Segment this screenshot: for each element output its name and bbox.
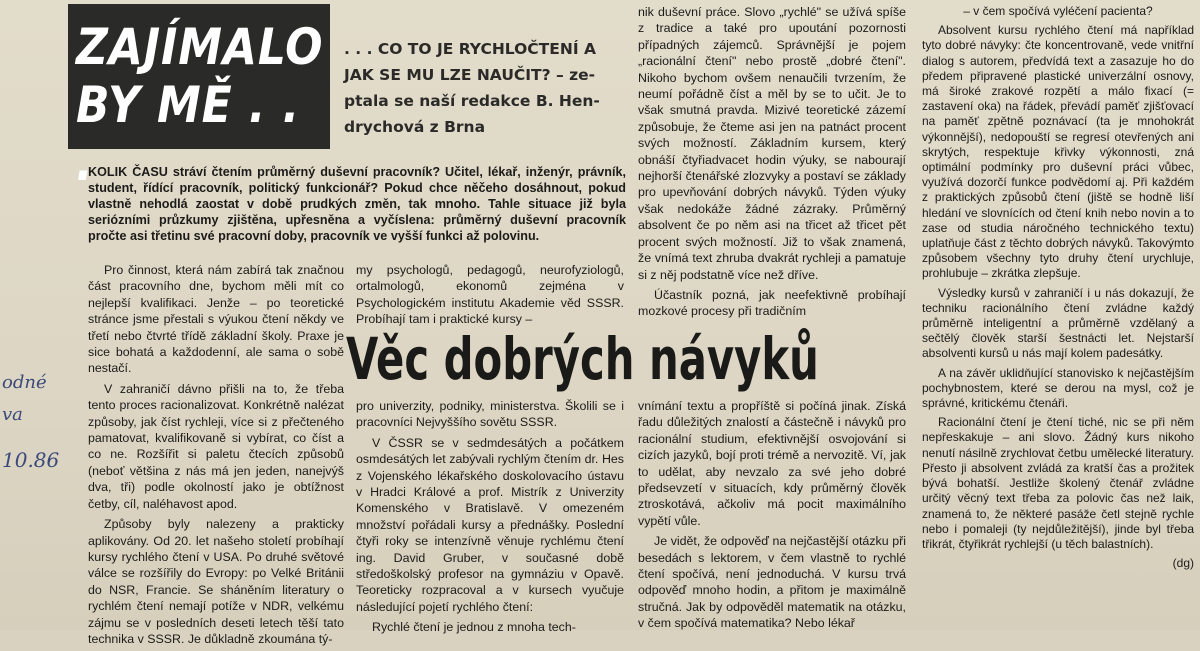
header-box: [68, 4, 330, 192]
headline: Věc dobrých návyků: [346, 325, 819, 393]
header-box-title: ZAJÍMALO BY MĚ . . .: [76, 18, 324, 192]
author-signature: (dg): [1172, 556, 1194, 571]
article-column-3-bottom: vnímání textu a propříště si počíná jinak. Získá řadu důležitých znalostí a částečně i návyků pro racionální studium, efektivnější osvojování si cizích jazyků, bojí proti trémě a nervozitě. Ví, jak to udělat, aby nevzalo za své jeho dobré předsevzetí v situacích, kdy průměrný člověk ztroskotává, ačkoliv má pocit maximálního vypětí vůle. Je vidět, že odpověď na nejčastější otázku při besedách s lektorem, v čem vlastně to rychlé čtení spočívá, není jednoduchá. V kursu trvá odpověď mnoho hodin, a přitom je maximálně stručná. Jak by odpověděl matematik na otázku, v čem spočívá matematika? Nebo lékař: [638, 399, 906, 631]
lead-paragraph: KOLIK ČASU stráví čtením průměrný duševní pracovník? Učitel, lékař, inženýr, právník, student, řídící pracovník, politický funkcionář? Pokud chce něčeho dosáhnout, pokud vlastně nehodlá zaostat v době prudkých změn, tak mnoho. Tahle situace již byla seriózními průzkumy zjištěna, upřesněna a vyčíslena: průměrný duševní pracovník pročte asi třetinu své pracovní doby, pracovník ve vyšší funkci až polovinu.: [88, 165, 626, 243]
article-column-1: Pro činnost, která nám zabírá tak značnou část pracovního dne, bychom měli mít co nejlepší kvalifikaci. Jenže – po teoretické stránce jsme přestali s výukou čtení někdy ve třetí nebo čtvrté třídě základní školy. Praxe je sice bohatá a každodenní, ale sama o sobě nestačí. V zahraničí dávno přišli na to, že třeba tento proces racionalizovat. Konkrétně nalézat způsoby, jak číst rychleji, více si z přečteného pamatovat, kvalifikovaně si vybírat, co číst a co ne. Rozšířit si paletu čtecích způsobů (neboť většina z nás má jen jeden, nanejvýš dva, tři) podle okolností jako je obtížnost četby, cíl, naléhavost apod. Způsoby byly nalezeny a prakticky aplikovány. Od 20. let našeho století probíhají kursy rychlého čtení v USA. Po druhé světové válce se rozšířily do Evropy: po Velké Británii do NSR, Francie. Se sháněním literatury o rychlém čtení nemají potíže v NDR, velkému zájmu se v posledních deseti letech těší tato technika v SSSR. Je důkladně zkoumána tý-: [88, 263, 344, 646]
margin-note-3: 10.86: [2, 448, 60, 472]
article-column-4: – v čem spočívá vyléčení pacienta? Absolvent kursu rychlého čtení má například tyto dobré návyky: čte koncentrovaně, vede vnitřní dialog s autorem, předvídá text a zasazuje ho do předem připravené plastické univerzální osnovy, má široké zrakové rozpětí a málo fixací (= zastavení oka) na řádek, převádí paměť zjišťovací na paměť zpětně poznávací (ta je mnohokrát výkonnější), nedopouští se regresí otevřených ani skrytých, respektuje křivky výkonnosti, zná optimální podmínky pro duševní práci vůbec, využívá dozorčí funkce podvědomí aj. Při každém z praktických způsobů čtení (jiště se hodně liší hledání ve slovnících od čtení knih nebo novin a to zase od studia náročného technického textu) uplatňuje část z těchto dobrých návyků. Takovýmto způsobem všechny tyto druhy čtení urychluje, prohlubuje – zkrátka zlepšuje. Výsledky kursů v zahraničí i u nás dokazují, že techniku racionálního čtení zvládne každý průměrně inteligentní a průměrně vzdělaný a sečtělý člověk starší šestnácti let. Nejstarší absolventi kursů u nás mají kolem padesátky. A na závěr uklidňující stanovisko k nejčastějším pochybnostem, které se derou na mysl, což je správné, kritickému čtenáři. Racionální čtení je čtení tiché, nic se při něm nepřeskakuje – ani slovo. Žádný kurs nikoho nenutí násilně zrychlovat četbu umělecké literatury. Přesto ji absolvent zvládá za kratší čas a prožitek bývá bohatší. Jestliže školený čtenář zvládne určitý věcný text třeba za polovic čas než laik, znamená to, že některé pasáže četl stejně rychle nebo i pomaleji (ty nejdůležitější), jinde byl třeba třikrát, čtyřikrát rychlejší (u těch balastních). (dg): [922, 4, 1194, 571]
article-column-3-top: nik duševní práce. Slovo „rychlé" se užívá spíše z tradice a také pro upoutání pozornosti případných zájemců. Správnější je pojem „racionální čtení" nebo prostě „dobré čtení". Nikoho bychom ovšem nenaučili tvrzením, že neumí pořádně číst a měl by se to učit. Je to však smutná pravda. Mizivé teoretické zázemí způsobuje, že čteme asi jen na patnáct procent svých možností. Základním kursem, který obnáší čtyřiadvacet hodin výuky, se nabourají nejhorší čtenářské zlozvyky a postaví se základy pro upevňování dobrých návyků. Týden výuky však nedokáže žádné zázraky. Průměrný absolvent če po něm asi na třicet až třicet pět procent svých možností. Již to však znamená, že vnímá text zhruba dvakrát rychleji a pamatuje si z něj podstatně více než dříve. Účastník pozná, jak neefektivně probíhají mozkové procesy při tradičním: [638, 5, 906, 319]
margin-note-1: odné: [2, 372, 47, 393]
reader-question: . . . CO TO JE RYCHLOČTENÍ A JAK SE MU LZE NAUČIT? – ze- ptala se naší redakce B. Hen- drychová z Brna: [344, 40, 600, 136]
margin-note-2: va: [2, 404, 23, 425]
article-column-2-bottom: pro univerzity, podniky, ministerstva. Školili se i pracovníci Nejvyššího sovětu SSSR. V ČSSR se v sedmdesátých a počátkem osmdesátých let zabývali rychlým čtením dr. Hes z Vojenského lékařského doskolovacího ústavu v Hradci Králové a prof. Mistrík z Univerzity Komenského v Bratislavě. V omezeném množství pořádali kursy a přednášky. Poslední čtyři roky se intenzívně věnuje rychlému čtení ing. David Gruber, v současné době středoškolský profesor na gymnáziu v Opavě. Teoreticky rozpracoval a v kursech vyučuje následující pojetí rychlého čtení: Rychlé čtení je jednou z mnoha tech-: [356, 399, 624, 635]
article-column-2-top: my psychologů, pedagogů, neurofyziologů, ortalmologů, ekonomů zejména v Psychologickém institutu Akademie věd SSSR. Probíhají tam i praktické kursy –: [356, 263, 624, 327]
